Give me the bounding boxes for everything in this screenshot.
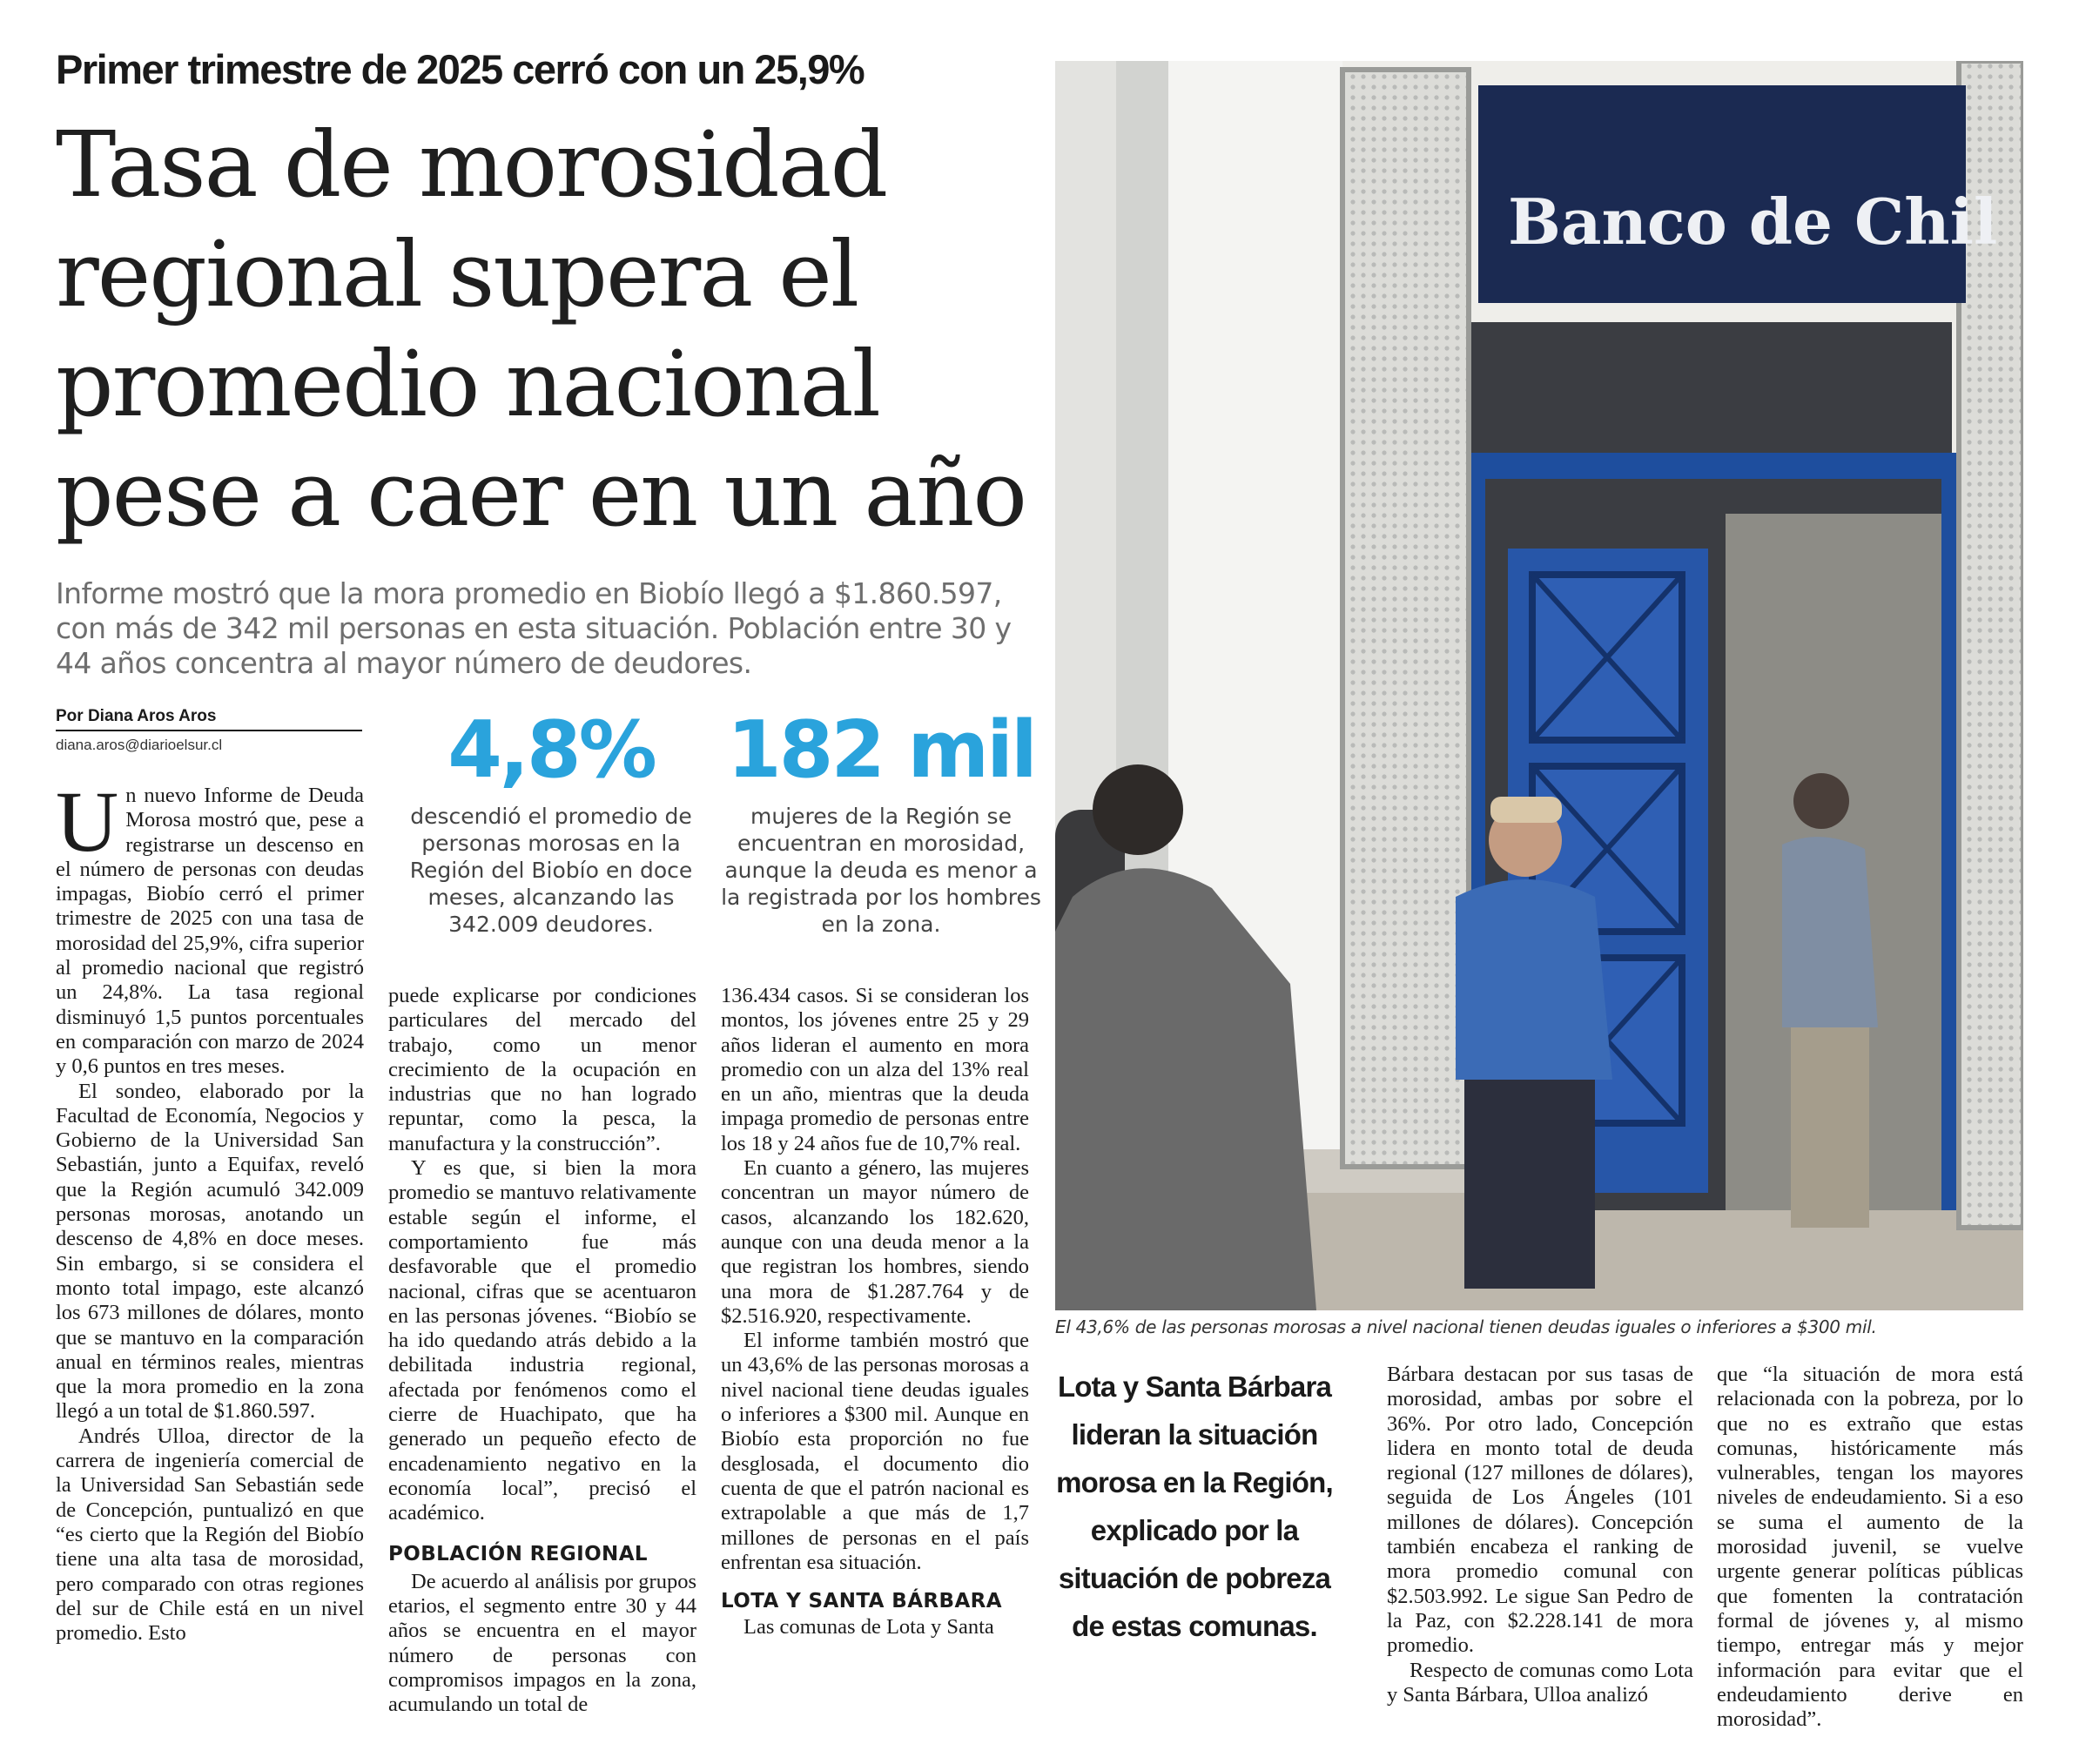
stat-value-1: 4,8%: [447, 704, 655, 796]
stat-text-1: descendió el promedio de personas morosas en la Región del Biobío en doce meses, alcanzando las 342.009 deudores.: [409, 804, 693, 937]
headline-line-4: pese a caer en un año: [56, 441, 1026, 547]
paragraph: De acuerdo al análisis por grupos etarios, el segmento entre 30 y 44 años se encuentra en el mayor número de personas con compromisos impagos en la zona, acumulando un total de: [388, 1569, 696, 1717]
article-column-2: [388, 984, 696, 1718]
article-column-3: [721, 984, 1029, 1640]
article-column-4: [1387, 1363, 1693, 1707]
paragraph: Y es que, si bien la mora promedio se mantuvo relativamente estable según el informe, el comportamiento fue más desfavorable que el promedio nacional, cifras que se acentuaron en las personas jóvenes. “Biobío se ha ido quedando atrás debido a la debilitada industria regional, afectada por fenómenos como el cierre de Huachipato, que ha generado un pequeño efecto de encadenamiento negativo en la economía local”, precisó el académico.: [388, 1156, 696, 1525]
paragraph: El informe también mostró que un 43,6% de las personas morosas a nivel nacional tiene deudas iguales o inferiores a $300 mil. Aunque en Biobío esta proporción no fue desglosada, el documento dio cuenta de que el patrón nacional es extrapolable a que más de 1,7 millones de personas en el país enfrentan esa situación.: [721, 1329, 1029, 1574]
article-column-5: [1717, 1363, 2023, 1732]
headline: [56, 110, 1031, 549]
kicker: Primer trimestre de 2025 cerró con un 25,9%: [56, 46, 865, 92]
photo-caption: El 43,6% de las personas morosas a nivel nacional tienen deudas iguales o inferiores a $300 mil.: [1055, 1316, 1877, 1337]
paragraph: En cuanto a género, las mujeres concentran un mayor número de casos, alcanzando los 182.620, aunque con una deuda menor a la que registran los hombres, siendo una mora de $1.287.764 y de $2.516.920, respectivamente.: [721, 1156, 1029, 1328]
headline-line-2: regional supera el: [56, 221, 858, 327]
pull-quote: Lota y Santa Bárbara lideran la situación morosa en la Región, explicado por la situación de pobreza de estas comunas.: [1056, 1370, 1333, 1642]
headline-line-3: promedio nacional: [56, 331, 879, 437]
bank-entrance-photo: [1055, 61, 2023, 1310]
stat-block-2: [721, 704, 1041, 938]
paragraph: Andrés Ulloa, director de la carrera de ingeniería comercial de la Universidad San Sebastián sede de Concepción, puntualizó en que “es cierto que la Región del Biobío tiene una alta tasa de morosidad, pero comparado con otras regiones del sur de Chile está en un nivel promedio. Esto: [56, 1424, 364, 1646]
headline-line-1: Tasa de morosidad: [56, 111, 887, 218]
photo-illustration: [1055, 61, 2023, 1310]
paragraph: Respecto de comunas como Lota y Santa Bárbara, Ulloa analizó: [1387, 1658, 1693, 1707]
drop-cap: U: [56, 773, 119, 870]
bank-sign-text: Banco de Chil: [1508, 185, 1998, 259]
paragraph: n nuevo Informe de Deuda Morosa mostró que, pese a registrarse un descenso en el número de personas con deudas impagas, Biobío cerró el primer trimestre de 2025 con una tasa de morosidad del 25,9%, cifra superior al promedio nacional que registró un 24,8%. La tasa regional disminuyó 1,5 puntos porcentuales en comparación con marzo de 2024 y 0,6 puntos en tres meses.: [56, 784, 364, 1079]
byline: Por Diana Aros Aros: [56, 707, 362, 731]
paragraph: Las comunas de Lota y Santa: [743, 1615, 994, 1639]
article-column-1: [56, 773, 364, 1646]
stat-block-1: [390, 704, 712, 938]
paragraph: El sondeo, elaborado por la Facultad de Economía, Negocios y Gobierno de la Universidad San Sebastián, junto a Equifax, reveló que la Región acumuló 342.009 personas morosas, anotando un descenso de 4,8% en doce meses. Sin embargo, si se considera el monto total impago, este alcanzó los 673 millones de dólares, monto que se mantuvo en la comparación anual en términos reales, mientras que la mora promedio en la zona llegó a un total de $1.860.597.: [56, 1079, 364, 1424]
subhead-poblacion-regional: POBLACIÓN REGIONAL: [388, 1542, 648, 1565]
deck: Informe mostró que la mora promedio en Biobío llegó a $1.860.597, con más de 342 mil personas en esta situación. Población entre 30 y 44 años concentra al mayor número de deudores.: [56, 576, 1012, 680]
paragraph: Bárbara destacan por sus tasas de morosidad, ambas por sobre el 36%. Por otro lado, Concepción lidera en monto total de deuda regional (127 millones de dólares), seguida de Los Ángeles (101 millones de dólares). Concepción también encabeza el ranking de mora promedio comunal con $2.503.992. Le sigue San Pedro de la Paz, con $2.228.141 de mora promedio.: [1387, 1363, 1693, 1658]
subhead-lota-santa-barbara: LOTA Y SANTA BÁRBARA: [721, 1590, 1002, 1613]
stat-value-2: 182 mil: [727, 704, 1035, 796]
paragraph: que “la situación de mora está relacionada con la pobreza, por lo que no es extraño que estas comunas, históricamente más vulnerables, tengan los mayores niveles de endeudamiento. Si a eso se suma el aumento de la morosidad juvenil, se vuelve urgente generar políticas públicas que fomenten la contratación formal de jóvenes y, al mismo tiempo, entregar más y mejor información para evitar que el endeudamiento derive en morosidad”.: [1717, 1363, 2023, 1732]
author-email[interactable]: diana.aros@diarioelsur.cl: [56, 737, 223, 753]
paragraph: 136.434 casos. Si se consideran los montos, los jóvenes entre 25 y 29 años lideran el aumento en mora promedio con un alza del 13% real en un año, mientras que la deuda impaga promedio de personas entre los 18 y 24 años fue de 10,7% real.: [721, 984, 1029, 1155]
paragraph: puede explicarse por condiciones particulares del mercado del trabajo, como un menor crecimiento de la ocupación en industrias que no han logrado repuntar, como la pesca, la manufactura y la construcción”.: [388, 984, 696, 1155]
stat-text-2: mujeres de la Región se encuentran en morosidad, aunque la deuda es menor a la registrada por los hombres en la zona.: [721, 804, 1041, 937]
